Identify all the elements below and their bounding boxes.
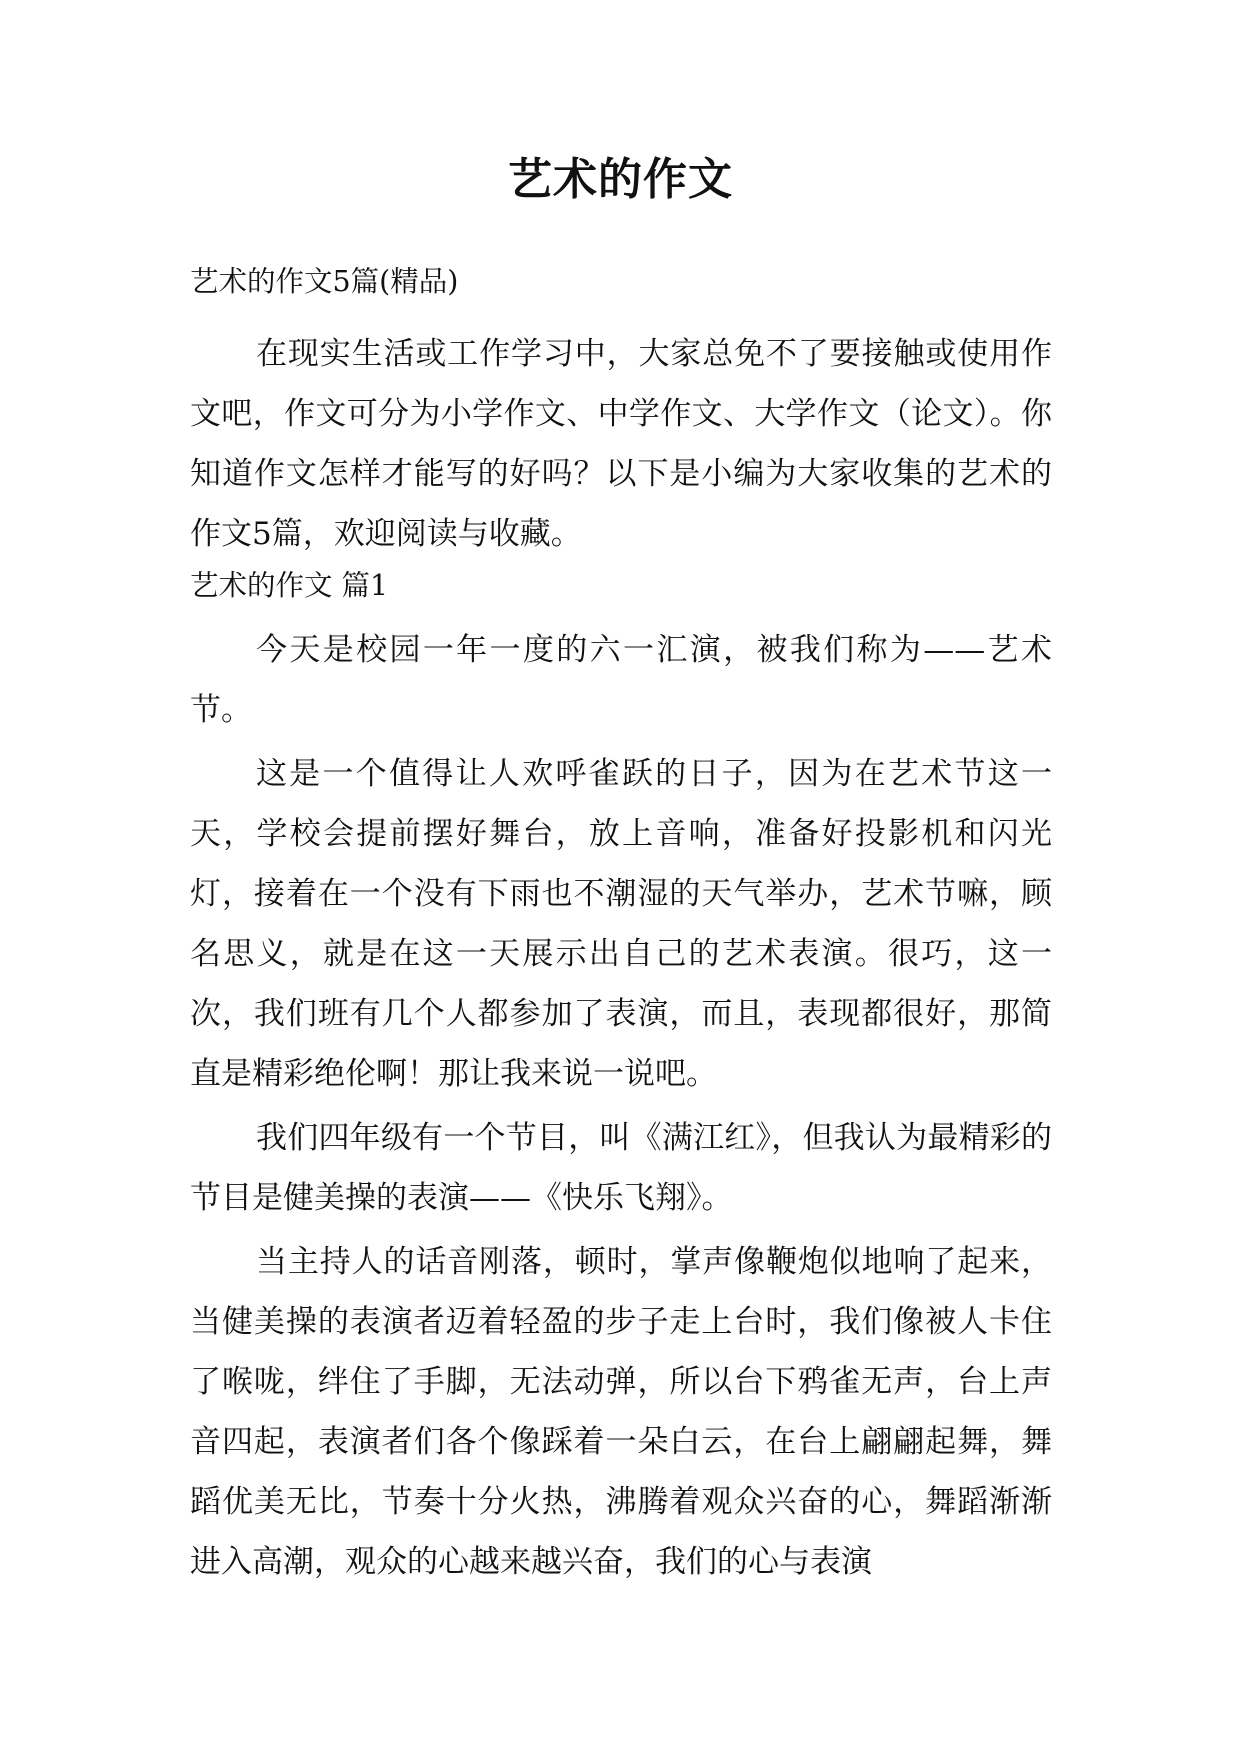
body-paragraph: 这是一个值得让人欢呼雀跃的日子，因为在艺术节这一天，学校会提前摆好舞台，放上音响，准备好投影机和闪光灯，接着在一个没有下雨也不潮湿的天气举办，艺术节嘛，顾名思义，就是在这一天展示出自己的艺术表演。很巧，这一次，我们班有几个人都参加了表演，而且，表现都很好，那简直是精彩绝伦啊！那让我来说一说吧。 — [190, 756, 1052, 1092]
section-heading: 艺术的作文 篇1 — [190, 569, 389, 602]
body-paragraph: 当主持人的话音刚落，顿时，掌声像鞭炮似地响了起来，当健美操的表演者迈着轻盈的步子走上台时，我们像被人卡住了喉咙，绊住了手脚，无法动弹，所以台下鸦雀无声，台上声音四起，表演者们各个像踩着一朵白云，在台上翩翩起舞，舞蹈优美无比，节奏十分火热，沸腾着观众兴奋的心，舞蹈渐渐进入高潮，观众的心越来越兴奋，我们的心与表演 — [190, 1244, 1052, 1580]
intro-paragraph: 在现实生活或工作学习中，大家总免不了要接触或使用作文吧，作文可分为小学作文、中学作文、大学作文（论文）。你知道作文怎样才能写的好吗？以下是小编为大家收集的艺术的作文5篇，欢迎阅读与收藏。 — [190, 336, 1052, 552]
body-paragraph: 我们四年级有一个节目，叫《满江红》，但我认为最精彩的节目是健美操的表演——《快乐飞翔》。 — [190, 1120, 1052, 1216]
document-body — [190, 262, 1052, 1592]
document-title: 艺术的作文 — [508, 154, 733, 205]
body-paragraph: 今天是校园一年一度的六一汇演，被我们称为——艺术节。 — [190, 632, 1052, 728]
document-subtitle: 艺术的作文5篇(精品) — [190, 265, 459, 298]
